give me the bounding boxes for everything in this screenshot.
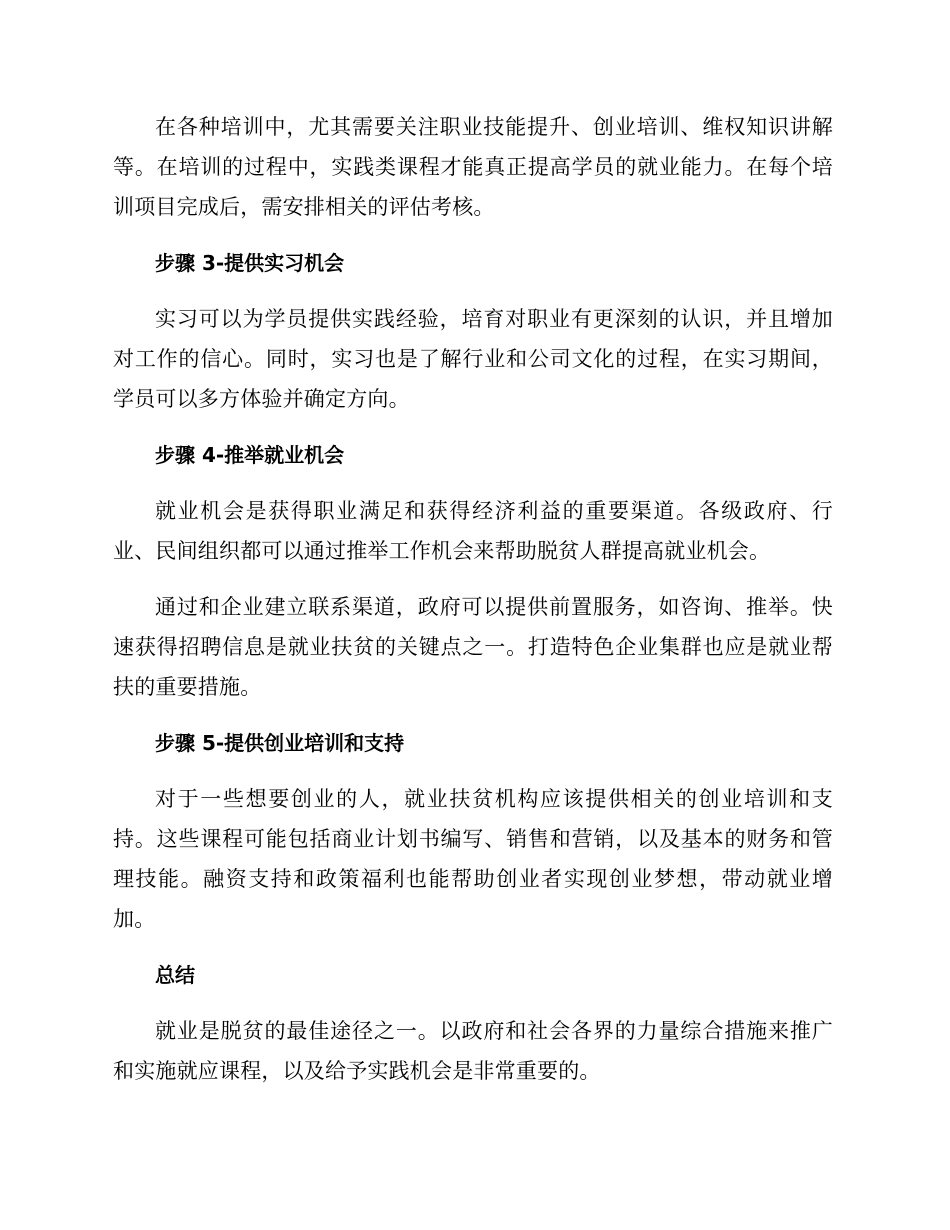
paragraph-entrepreneurship-support: 对于一些想要创业的人，就业扶贫机构应该提供相关的创业培训和支持。这些课程可能包括商业计划书编写、销售和营销，以及基本的财务和管理技能。融资支持和政策福利也能帮助创业者实现创业梦想，带动就业增加。 [113, 787, 833, 931]
heading-step-5: 步骤 5-提供创业培训和支持 [155, 731, 405, 755]
paragraph-internship: 实习可以为学员提供实践经验，培育对职业有更深刻的认识，并且增加对工作的信心。同时，实习也是了解行业和公司文化的过程，在实习期间，学员可以多方体验并确定方向。 [113, 307, 833, 411]
document-body [113, 107, 833, 1107]
heading-step-4: 步骤 4-推举就业机会 [155, 443, 345, 467]
paragraph-summary: 就业是脱贫的最佳途径之一。以政府和社会各界的力量综合措施来推广和实施就应课程，以及给予实践机会是非常重要的。 [113, 1019, 833, 1083]
paragraph-training-focus: 在各种培训中，尤其需要关注职业技能提升、创业培训、维权知识讲解等。在培训的过程中，实践类课程才能真正提高学员的就业能力。在每个培训项目完成后，需安排相关的评估考核。 [113, 115, 833, 219]
heading-summary: 总结 [155, 963, 195, 987]
paragraph-employment-opportunity: 就业机会是获得职业满足和获得经济利益的重要渠道。各级政府、行业、民间组织都可以通过推举工作机会来帮助脱贫人群提高就业机会。 [113, 499, 833, 563]
heading-step-3: 步骤 3-提供实习机会 [155, 251, 345, 275]
paragraph-enterprise-channels: 通过和企业建立联系渠道，政府可以提供前置服务，如咨询、推举。快速获得招聘信息是就业扶贫的关键点之一。打造特色企业集群也应是就业帮扶的重要措施。 [113, 595, 833, 699]
